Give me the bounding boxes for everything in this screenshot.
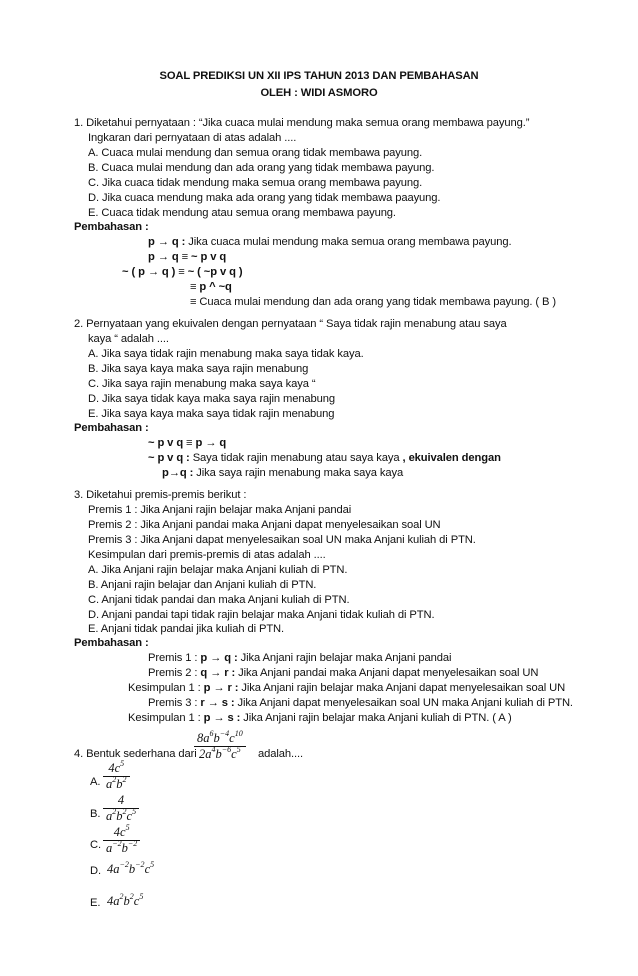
q3-step-1-label: Premis 1 :	[148, 652, 201, 664]
exponent: 5	[125, 823, 130, 832]
q4-expression-numerator	[194, 731, 246, 746]
q3-option-e: E. Anjani tidak pandai jika kuliah di PTN.	[88, 623, 285, 635]
variable-term: $b^{-2}$	[128, 860, 145, 876]
exponent: −2	[135, 860, 145, 869]
q3-premis-2: Premis 2 : Jika Anjani pandai maka Anjani dapat menyelesaikan soal UN	[88, 519, 441, 531]
variable-term: $a^{-2}$	[106, 839, 122, 855]
q2-stem-2: kaya “ adalah ....	[88, 333, 169, 345]
q2-step-2-text: Saya tidak rajin menabung atau saya kaya	[189, 452, 403, 464]
q4-expression	[194, 731, 246, 762]
q3-question: Kesimpulan dari premis-premis di atas adalah ....	[88, 549, 326, 561]
exponent: 2	[122, 775, 127, 784]
q3-option-d: D. Anjani pandai tapi tidak rajin belajar maka Anjani tidak kuliah di PTN.	[88, 609, 435, 621]
q4-option-b-numerator	[115, 793, 127, 808]
q2-option-c: C. Jika saya rajin menabung maka saya kaya “	[88, 378, 316, 390]
q3-option-a: A. Jika Anjani rajin belajar maka Anjani kuliah di PTN.	[88, 564, 348, 576]
q4-stem: 4. Bentuk sederhana dari	[74, 748, 197, 760]
q4-option-c-numerator	[111, 825, 133, 840]
variable-term: $c^5$	[114, 759, 125, 775]
q4-option-e-expr	[107, 894, 143, 909]
q3-step-5-label: Kesimpulan 1 :	[128, 712, 204, 724]
q2-option-b: B. Jika saya kaya maka saya rajin menabung	[88, 363, 309, 375]
exponent: 5	[139, 892, 144, 901]
exponent: 6	[209, 729, 214, 738]
q4-option-a-denominator	[103, 777, 130, 792]
q1-step-1-text: Jika cuaca mulai mendung maka semua orang membawa payung.	[185, 236, 512, 248]
exponent: 4	[211, 745, 216, 754]
coefficient: 4	[107, 894, 114, 908]
q2-step-3	[162, 466, 403, 480]
variable-term: $a^2$	[113, 892, 124, 908]
q1-step-3: ~ ( p → q ) ≡ ~ ( ~p v q )	[122, 266, 243, 278]
q2-option-d: D. Jika saya tidak kaya maka saya rajin menabung	[88, 393, 336, 405]
exponent: 5	[120, 759, 125, 768]
variable-term: $a^{-2}$	[113, 860, 129, 876]
exponent: 10	[234, 729, 243, 738]
q3-step-2-formula: q → r :	[200, 667, 236, 679]
q3-step-2	[148, 666, 538, 680]
q3-step-4	[148, 696, 573, 710]
variable-term: $c^5$	[126, 807, 137, 823]
variable-term: $a^4$	[205, 745, 216, 761]
q3-premis-3: Premis 3 : Jika Anjani dapat menyelesaikan soal UN maka Anjani kuliah di PTN.	[88, 534, 476, 546]
q2-step-3-text: Jika saya rajin menabung maka saya kaya	[193, 467, 404, 479]
q3-step-3-label: Kesimpulan 1 :	[128, 682, 204, 694]
q1-step-1-formula: p → q :	[148, 236, 186, 248]
exponent: −2	[119, 860, 129, 869]
coefficient: 4	[117, 793, 125, 807]
coefficient: 4	[113, 825, 120, 839]
q4-option-d-expr	[107, 862, 154, 877]
q2-stem: 2. Pernyataan yang ekuivalen dengan pernyataan “ Saya tidak rajin menabung atau saya	[74, 318, 507, 330]
q4-option-c-label: C.	[90, 839, 101, 851]
q4-option-d-label: D.	[90, 865, 101, 877]
q3-step-3-text: Jika Anjani rajin belajar maka Anjani dapat menyelesaikan soal UN	[238, 682, 566, 694]
q3-stem: 3. Diketahui premis-premis berikut :	[74, 489, 247, 501]
q3-step-5-text: Jika Anjani rajin belajar maka Anjani kuliah di PTN. ( A )	[240, 712, 512, 724]
q3-step-1-formula: p → q :	[200, 652, 238, 664]
variable-term: $a^2$	[106, 807, 117, 823]
exponent: 2	[112, 775, 117, 784]
q4-option-b-denominator	[103, 809, 139, 824]
q4-expression-denominator	[196, 747, 244, 762]
variable-term: $b^{-6}$	[215, 745, 232, 761]
q2-pembahasan-label: Pembahasan :	[74, 422, 149, 434]
variable-term: $c^5$	[133, 892, 144, 908]
variable-term: $c^5$	[231, 745, 241, 761]
q1-option-b: B. Cuaca mulai mendung dan ada orang yang tidak membawa payung.	[88, 162, 435, 174]
q3-step-2-label: Premis 2 :	[148, 667, 201, 679]
q4-option-c-denominator	[103, 841, 140, 856]
page-author: OLEH : WIDI ASMORO	[260, 87, 378, 99]
variable-term: $b^{-4}$	[213, 729, 230, 745]
variable-term: $b^2$	[123, 892, 134, 908]
q3-pembahasan-label: Pembahasan :	[74, 637, 149, 649]
q4-option-a-expr	[103, 761, 130, 792]
q3-step-1	[148, 651, 451, 665]
q4-option-b-label: B.	[90, 808, 101, 820]
q3-premis-1: Premis 1 : Jika Anjani rajin belajar maka Anjani pandai	[88, 504, 352, 516]
variable-term: $b^2$	[116, 807, 127, 823]
q1-option-d: D. Jika cuaca mendung maka ada orang yang tidak membawa paayung.	[88, 192, 441, 204]
q3-step-4-text: Jika Anjani dapat menyelesaikan soal UN maka Anjani kuliah di PTN.	[234, 697, 573, 709]
q1-option-c: C. Jika cuaca tidak mendung maka semua orang membawa payung.	[88, 177, 423, 189]
exponent: 2	[112, 807, 117, 816]
exponent: 5	[132, 807, 137, 816]
q1-pembahasan-label: Pembahasan :	[74, 221, 149, 233]
coefficient: 4	[107, 862, 114, 876]
q4-option-a-numerator	[105, 761, 127, 776]
exponent: −2	[112, 839, 122, 848]
q3-step-1-text: Jika Anjani rajin belajar maka Anjani pandai	[237, 652, 452, 664]
q2-step-3-formula: p→q :	[162, 467, 194, 479]
exponent: 5	[236, 745, 241, 754]
q4-option-b-expr	[103, 793, 139, 824]
variable-term: $c^5$	[144, 860, 155, 876]
q1-step-4: ≡ p ^ ~q	[190, 281, 232, 293]
q3-step-3-formula: p → r :	[203, 682, 239, 694]
q1-step-5: ≡ Cuaca mulai mendung dan ada orang yang tidak membawa payung. ( B )	[190, 296, 557, 308]
q4-option-a-label: A.	[90, 776, 101, 788]
variable-term: $c^{10}$	[229, 729, 243, 745]
variable-term: $c^5$	[120, 823, 130, 839]
q3-step-4-label: Premis 3 :	[148, 697, 201, 709]
variable-term: $a^2$	[106, 775, 117, 791]
q4-option-e-label: E.	[90, 897, 101, 909]
variable-term: $b^{-2}$	[121, 839, 138, 855]
q4-stem-suffix: adalah....	[258, 748, 304, 760]
coefficient: 8	[197, 731, 204, 745]
exponent: 2	[119, 892, 124, 901]
q1-step-1	[148, 235, 512, 249]
coefficient: 2	[199, 747, 206, 761]
q2-option-a: A. Jika saya tidak rajin menabung maka saya tidak kaya.	[88, 348, 364, 360]
variable-term: $a^6$	[203, 729, 214, 745]
exponent: 2	[129, 892, 134, 901]
exponent: −2	[127, 839, 138, 848]
coefficient: 4	[108, 761, 115, 775]
page-title: SOAL PREDIKSI UN XII IPS TAHUN 2013 DAN PEMBAHASAN	[159, 70, 479, 82]
exponent: −6	[221, 745, 232, 754]
exponent: 5	[150, 860, 155, 869]
q3-step-5-formula: p → s :	[203, 712, 241, 724]
q2-step-2	[148, 451, 501, 465]
q3-step-4-formula: r → s :	[200, 697, 235, 709]
q1-stem-2: Ingkaran dari pernyataan di atas adalah ....	[88, 132, 297, 144]
q1-stem: 1. Diketahui pernyataan : “Jika cuaca mulai mendung maka semua orang membawa payung.”	[74, 117, 530, 129]
q2-step-1: ~ p v q ≡ p → q	[148, 437, 227, 449]
q1-step-2: p → q ≡ ~ p v q	[148, 251, 227, 263]
q1-option-a: A. Cuaca mulai mendung dan semua orang tidak membawa payung.	[88, 147, 423, 159]
q3-option-c: C. Anjani tidak pandai dan maka Anjani kuliah di PTN.	[88, 594, 350, 606]
q3-option-b: B. Anjani rajin belajar dan Anjani kuliah di PTN.	[88, 579, 317, 591]
q1-option-e: E. Cuaca tidak mendung atau semua orang membawa payung.	[88, 207, 396, 219]
exponent: 2	[122, 807, 127, 816]
q3-step-2-text: Jika Anjani pandai maka Anjani dapat menyelesaikan soal UN	[235, 667, 539, 679]
q4-option-c-expr	[103, 825, 140, 856]
q3-step-5	[128, 711, 512, 725]
q2-step-2-formula: ~ p v q :	[148, 452, 190, 464]
q2-option-e: E. Jika saya kaya maka saya tidak rajin menabung	[88, 408, 335, 420]
exponent: −4	[219, 729, 230, 738]
variable-term: $b^2$	[116, 775, 127, 791]
q2-step-2-tail: , ekuivalen dengan	[402, 452, 501, 464]
q3-step-3	[128, 681, 565, 695]
